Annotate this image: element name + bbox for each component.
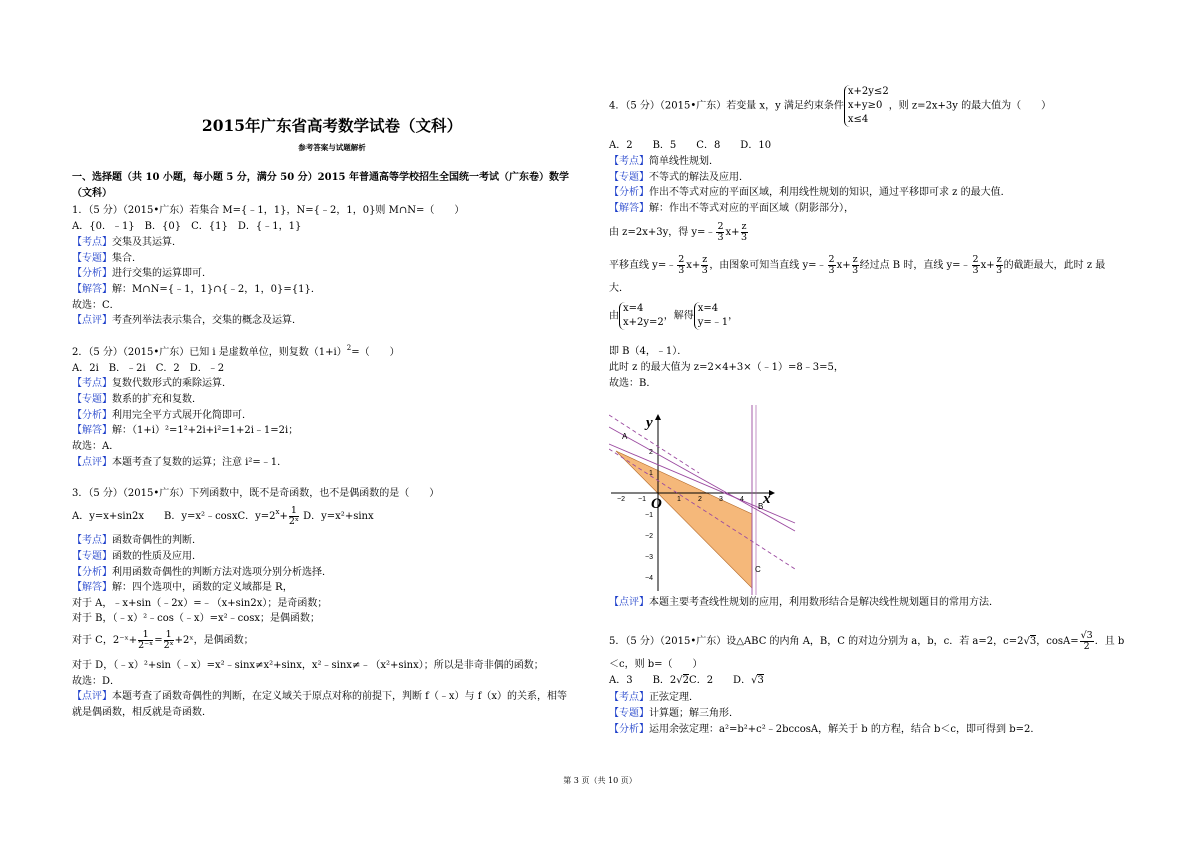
x-tick: −2 — [617, 496, 625, 503]
y-tick: 2 — [649, 449, 653, 456]
page-subtitle: 参考答案与试题解析 — [298, 143, 366, 152]
q4-line-z: 由 z=2x+3y，得 y=﹣ $\frac{2}{3}$ x+ $\frac{z}{3}$ — [609, 221, 748, 243]
section-header: 一、选择题（共 10 小题，每小题 5 分，满分 50 分）2015 年普通高等学校招生全国统一考试（广东卷）数学 — [72, 172, 569, 183]
y-tick: −1 — [645, 512, 653, 519]
q4-jieda: 【解答】解：作出不等式对应的平面区域（阴影部分）， — [609, 203, 854, 214]
q4-dianping: 【点评】本题主要考查线性规划的应用，利用数形结合是解决线性规划题目的常用方法． — [609, 597, 999, 608]
sqrt-icon: √ — [1023, 636, 1030, 647]
x-tick: 3 — [719, 496, 723, 503]
x-tick: 1 — [677, 496, 681, 503]
y-tick: 1 — [649, 470, 653, 477]
tag-jieda: 【解答】 — [72, 284, 112, 295]
q3-kaodian: 【考点】函数奇偶性的判断． — [72, 535, 202, 546]
q2-zhuanti: 【专题】数系的扩充和复数． — [72, 394, 202, 405]
q2-fenxi: 【分析】利用完全平方式展开化简即可． — [72, 410, 252, 421]
q1-stem: 1．（5 分）（2015•广东）若集合 M={﹣1，1}，N={﹣2，1，0}则 M∩N=（ ） — [72, 205, 465, 216]
q2-stem: 2．（5 分）（2015•广东）已知 i 是虚数单位，则复数$(1+i)^2=$（ ） — [72, 344, 400, 358]
q3-fenxi: 【分析】利用函数奇偶性的判断方法对选项分别分析选择． — [72, 567, 332, 578]
q3-answer: 故选：D． — [72, 676, 121, 687]
page-title: 2015年广东省高考数学试卷（文科） — [201, 116, 463, 135]
point-b-label: B — [758, 502, 764, 511]
q5-stem-cont: ＜c，则 b=（ ） — [609, 659, 703, 670]
x-tick: −1 — [638, 496, 646, 503]
x-tick: 2 — [698, 496, 702, 503]
q3-stem: 3．（5 分）（2015•广东）下列函数中，既不是奇函数，也不是偶函数的是（ ） — [72, 488, 440, 499]
q2-jieda: 【解答】解：（1+i）²=1²+2i+i²=1+2i﹣1=2i； — [72, 425, 299, 436]
tag-zhuanti: 【专题】 — [72, 253, 112, 264]
objective-line-dashed-2 — [609, 415, 699, 473]
feasible-region — [616, 451, 752, 588]
q5-kaodian: 【考点】正弦定理． — [609, 692, 699, 703]
q4-solve: 由 x=4 x+2y=2 ，解得 x=4 y=﹣1 ， — [609, 303, 739, 328]
tag-kaodian: 【考点】 — [72, 237, 112, 248]
q4-stem: 4．（5 分）（2015•广东）若变量 x，y 满足约束条件 x+2y≤2 x+y≥0 x≤4 ，则 z=2x+3y 的最大值为（ ） — [609, 86, 1052, 125]
q1-fenxi: 【分析】进行交集的运算即可． — [72, 268, 212, 279]
q5-fenxi: 【分析】运用余弦定理：a²=b²+c²﹣2bccosA，解关于 b 的方程，结合 b＜c，即可得到 b=2． — [609, 724, 1041, 735]
q1-answer: 故选：C． — [72, 300, 120, 311]
q4-constraint-system: x+2y≤2 x+y≥0 x≤4 — [844, 85, 889, 127]
q4-options: A．2 B．5 C．8 D．10 — [609, 140, 772, 151]
q4-max: 此时 z 的最大值为 z=2×4+3×（﹣1）=8﹣3=5， — [609, 362, 844, 373]
q1-jieda: 【解答】解：M∩N={﹣1，1}∩{﹣2，1，0}={1}． — [72, 284, 321, 295]
point-c-label: C — [755, 565, 761, 574]
q4-point-b: 即 B（4，﹣1）． — [609, 346, 688, 357]
q3-zhuanti: 【专题】函数的性质及应用． — [72, 551, 202, 562]
point-a-label: A — [622, 432, 628, 441]
q2-answer: 故选：A． — [72, 441, 120, 452]
q3-line-b: 对于 B，（﹣x）²﹣cos（﹣x）=x²﹣cosx；是偶函数； — [72, 613, 320, 624]
q2-kaodian: 【考点】复数代数形式的乘除运算． — [72, 378, 232, 389]
q1-dianping: 【点评】考查列举法表示集合，交集的概念及运算． — [72, 315, 302, 326]
q5-zhuanti: 【专题】计算题；解三角形． — [609, 708, 739, 719]
q4-line-pan: 平移直线 y=﹣ $\frac{2}{3}$ x+ $\frac{z}{3}$ ，由图象可知当直线 y=﹣ $\frac{2}{3}$ x+ $\frac{z}{3}$ 经过点 B 时，直线 y=﹣ $\frac{2}{3}$ x+ $\frac{z}{3}$ 的截距最大，此时 z 最 — [609, 254, 1106, 276]
q1-zhuanti: 【专题】集合． — [72, 253, 142, 264]
q4-answer: 故选：B． — [609, 378, 657, 389]
q3-option-c-fraction: $\frac{1}{\text{2ˣ}}$ — [288, 505, 299, 527]
q3-dianping: 【点评】本题考查了函数奇偶性的判断，在定义域关于原点对称的前提下，判断 f（﹣x）与 f（x）的关系，相等 — [72, 691, 568, 702]
tag-dianping: 【点评】 — [72, 315, 112, 326]
q3-line-a: 对于 A，﹣x+sin（﹣2x）=﹣（x+sin2x）；是奇函数； — [72, 598, 328, 609]
tag-fenxi: 【分析】 — [72, 268, 112, 279]
y-tick: −3 — [645, 554, 653, 561]
q2-dianping: 【点评】本题考查了复数的运算；注意 i²=﹣1． — [72, 457, 288, 468]
q4-line-da: 大． — [609, 283, 629, 294]
x-tick: 4 — [740, 496, 744, 503]
origin-label: O — [651, 496, 662, 512]
y-tick: −4 — [645, 575, 653, 582]
q1-kaodian: 【考点】交集及其运算． — [72, 237, 182, 248]
q3-dianping-cont: 就是偶函数，相反就是奇函数． — [72, 707, 212, 718]
q4-fenxi: 【分析】作出不等式对应的平面区域，利用线性规划的知识，通过平移即可求 z 的最大值． — [609, 187, 1011, 198]
q5-stem: 5．（5 分）（2015•广东）设△ABC 的内角 A，B，C 的对边分别为 a，b，c．若 a=2，c=2√3，cosA= $\frac{√3}{2}$ ．且 b — [609, 630, 1125, 652]
q2-options: A．2i B．﹣2i C．2 D．﹣2 — [72, 363, 225, 374]
q3-line-d: 对于 D，（﹣x）²+sin（﹣x）=x²﹣sinx≠x²+sinx，x²﹣sinx≠﹣（x²+sinx）；所以是非奇非偶的函数； — [72, 660, 544, 671]
y-axis-label: y — [646, 415, 653, 431]
q4-kaodian: 【考点】简单线性规划． — [609, 156, 719, 167]
linear-programming-graph — [609, 405, 799, 595]
q3-line-c: 对于 C，2⁻ˣ+ $\frac{1}{\text{2⁻ˣ}}$ = $\frac{1}{\text{2ˣ}}$ +2ˣ，是偶函数； — [72, 629, 254, 651]
section-header-cont: （文科） — [72, 188, 112, 199]
x-axis-label: x — [763, 491, 771, 507]
q3-jieda: 【解答】解：四个选项中，函数的定义域都是 R， — [72, 582, 293, 593]
q5-options: A．3 B．2√2C．2 D．√3 — [609, 675, 764, 686]
y-tick: −2 — [645, 533, 653, 540]
page-footer: 第 3 页（共 10 页） — [563, 776, 637, 785]
q4-zhuanti: 【专题】不等式的解法及应用． — [609, 172, 749, 183]
q3-options: A．y=x+sin2x B．y=x²﹣cosxC．$y=2^x+$ $\frac{1}{\text{2ˣ}}$ D．y=x²+sinx — [72, 505, 374, 527]
y-axis-arrow-icon — [655, 414, 661, 420]
q1-options: A．{0．﹣1} B．{0} C．{1} D．{﹣1，1} — [72, 221, 302, 232]
